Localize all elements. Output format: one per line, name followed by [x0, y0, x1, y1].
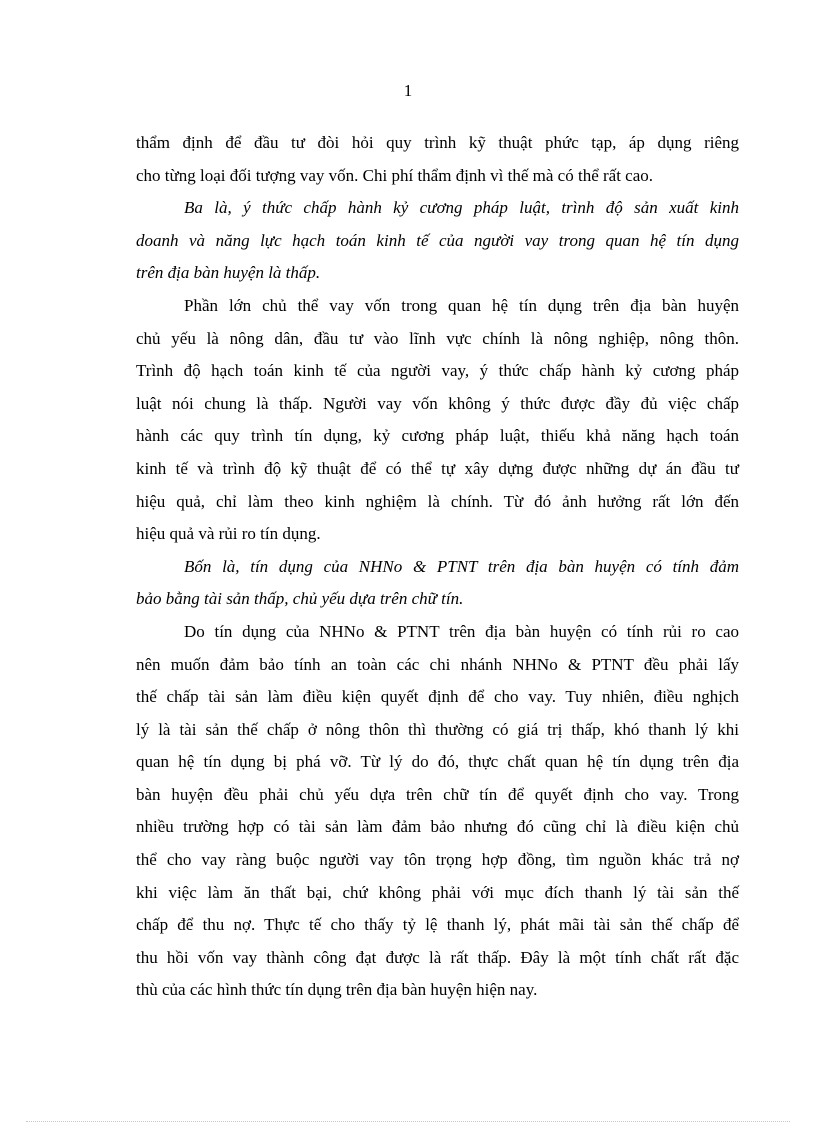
text-line: kinh tế và trình độ kỹ thuật để có thể tự xây dựng được những dự án đầu tư [136, 458, 739, 478]
text-line: Do tín dụng của NHNo & PTNT trên địa bàn huyện có tính rủi ro cao [184, 621, 739, 641]
paragraph [136, 290, 739, 551]
text-line: thế chấp tài sản làm điều kiện quyết định để cho vay. Tuy nhiên, điều nghịch [136, 687, 739, 707]
text-line: hành các quy trình tín dụng, kỷ cương pháp luật, thiếu khả năng hạch toán [136, 426, 739, 446]
text-line: Trình độ hạch toán kinh tế của người vay, ý thức chấp hành kỷ cương pháp [136, 361, 739, 381]
text-line: chủ yếu là nông dân, đầu tư vào lĩnh vực chính là nông nghiệp, nông thôn. [136, 328, 739, 348]
text-line: thẩm định để đầu tư đòi hỏi quy trình kỹ thuật phức tạp, áp dụng riêng [136, 133, 739, 152]
text-line: khi việc làm ăn thất bại, chứ không phải với mục đích thanh lý tài sản thế [136, 882, 739, 902]
text-line: cho từng loại đối tượng vay vốn. Chi phí thẩm định vì thế mà có thể rất cao. [136, 165, 654, 185]
text-line: lý là tài sản thế chấp ở nông thôn thì thường có giá trị thấp, khó thanh lý khi [136, 719, 739, 739]
page-number: 1 [403, 81, 413, 100]
paragraph [136, 616, 739, 1007]
text-line: thu hồi vốn vay thành công đạt được là rất thấp. Đây là một tính chất rất đặc [136, 947, 739, 967]
text-line: luật nói chung là thấp. Người vay vốn không ý thức được đầy đủ việc chấp [136, 393, 739, 413]
text-line: bàn huyện đều phải chủ yếu dựa trên chữ tín để quyết định cho vay. Trong [136, 784, 739, 804]
text-line: thù của các hình thức tín dụng trên địa bàn huyện hiện nay. [136, 980, 538, 1000]
page-bottom-divider [26, 1121, 790, 1122]
text-line: nhiều trường hợp có tài sản làm đảm bảo nhưng đó cũng chỉ là điều kiện chủ [136, 817, 739, 837]
text-line: thể cho vay ràng buộc người vay tôn trọng hợp đồng, tìm nguồn khác trả nợ [136, 850, 739, 870]
text-line: Phần lớn chủ thể vay vốn trong quan hệ tín dụng trên địa bàn huyện [184, 295, 739, 315]
text-line: doanh và năng lực hạch toán kinh tế của người vay trong quan hệ tín dụng [136, 230, 739, 250]
text-line: quan hệ tín dụng bị phá vỡ. Từ lý do đó, thực chất quan hệ tín dụng trên địa [136, 752, 739, 772]
paragraph-italic [136, 192, 739, 290]
text-line: nên muốn đảm bảo tính an toàn các chi nhánh NHNo & PTNT đều phải lấy [136, 654, 739, 674]
text-line: Bốn là, tín dụng của NHNo & PTNT trên địa bàn huyện có tính đảm [184, 556, 739, 576]
text-line: Ba là, ý thức chấp hành kỷ cương pháp luật, trình độ sản xuất kinh [184, 198, 739, 218]
document-body [136, 127, 739, 1007]
paragraph [136, 127, 739, 192]
text-line: hiệu quả, chỉ làm theo kinh nghiệm là chính. Từ đó ảnh hưởng rất lớn đến [136, 491, 739, 511]
text-line: chấp để thu nợ. Thực tế cho thấy tỷ lệ thanh lý, phát mãi tài sản thế chấp để [136, 915, 739, 935]
text-line: trên địa bàn huyện là thấp. [136, 263, 321, 283]
paragraph-italic [136, 551, 739, 616]
text-line: bảo bằng tài sản thấp, chủ yếu dựa trên chữ tín. [136, 589, 464, 609]
text-line: hiệu quả và rủi ro tín dụng. [136, 524, 321, 544]
